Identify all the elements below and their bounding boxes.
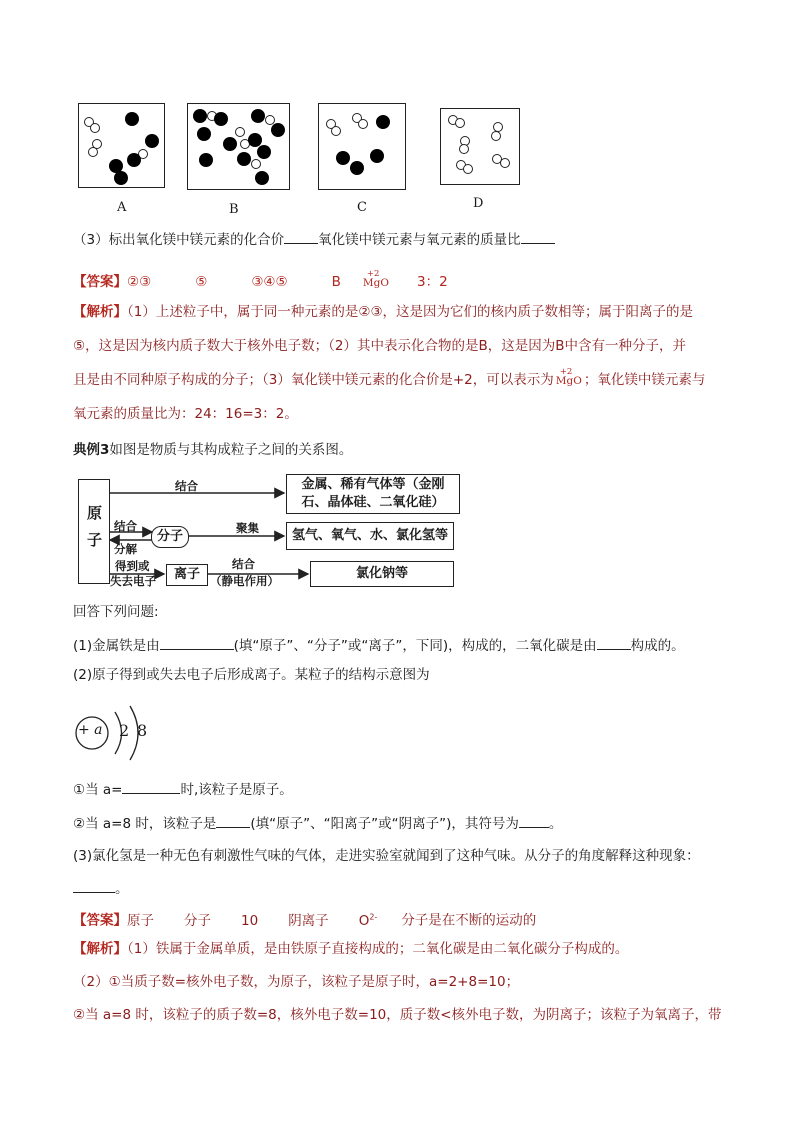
shell-2-electrons: 8 bbox=[137, 721, 148, 740]
question-2-line: (2)原子得到或失去电子后形成离子。某粒子的结构示意图为 bbox=[73, 667, 430, 683]
flowchart-static-force: （静电作用） bbox=[210, 574, 279, 588]
answer-blank bbox=[122, 779, 180, 794]
analysis-1-line-1: 【解析】（1）上述粒子中，属于同一种元素的是②③，这是因为它们的核内质子数相等；属于阳离子的是 bbox=[73, 304, 694, 320]
analysis-2-line-3: ②当 a=8 时，该粒子的质子数=8，核外电子数=10，质子数<核外电子数，为阴离子；该粒子为氧离子，带 bbox=[73, 1007, 722, 1023]
analysis-tag: 【解析】 bbox=[73, 304, 127, 320]
answer-blank bbox=[521, 229, 555, 244]
analysis-1-line-3: 且是由不同种原子构成的分子；（3）氧化镁中镁元素的化合价是+2，可以表示为 +2 MgO ；氧化镁中镁元素与 bbox=[73, 370, 705, 391]
particle-label-d: D bbox=[473, 196, 484, 211]
analysis-1-line-2: ⑤，这是因为核内质子数大于核外电子数；（2）其中表示化合物的是B，这是因为B中含有一种分子，并 bbox=[73, 338, 686, 354]
answer-blank bbox=[216, 813, 250, 828]
particle-box-c bbox=[318, 103, 406, 190]
answer-1-line: 【答案】②③ ⑤ ③④⑤ B +2 MgO 3：2 bbox=[73, 272, 448, 293]
answer-blank bbox=[160, 635, 234, 650]
particle-label-a: A bbox=[117, 200, 127, 215]
analysis-tag: 【解析】 bbox=[73, 941, 127, 957]
answer-blank bbox=[73, 878, 115, 893]
particle-box-c-drawing bbox=[319, 104, 405, 189]
particle-box-d bbox=[440, 108, 520, 185]
particle-box-d-drawing bbox=[441, 109, 519, 184]
particle-box-a-drawing bbox=[79, 104, 164, 187]
flowchart-box-ions: 氯化钠等 bbox=[310, 561, 454, 587]
flowchart-gain-lose-2: 失去电子 bbox=[110, 574, 156, 588]
flowchart-box-atoms: 金属、稀有气体等（金刚石、晶体硅、二氧化硅） bbox=[286, 474, 460, 514]
particle-label-c: C bbox=[357, 200, 367, 215]
question-3-line: （3）标出氧化镁中镁元素的化合价 氧化镁中镁元素与氧元素的质量比 bbox=[73, 229, 555, 250]
particle-box-b-drawing bbox=[188, 104, 289, 189]
answer-blank bbox=[519, 813, 549, 828]
questions-intro: 回答下列问题: bbox=[73, 604, 159, 620]
answer-tag: 【答案】 bbox=[73, 912, 127, 929]
nucleus-charge: + a bbox=[78, 722, 103, 738]
answer-2-line: 【答案】原子 分子 10 阴离子 $O^{2-}$ 分子是在不断的运动的 bbox=[73, 912, 537, 929]
flowchart-box-molecules: 氢气、氧气、水、氯化氢等 bbox=[286, 522, 454, 550]
flowchart-molecule-box: 分子 bbox=[151, 526, 189, 548]
shell-1-electrons: 2 bbox=[119, 721, 130, 740]
question-3b-line: (3)氯化氢是一种无色有刺激性气味的气体，走进实验室就闻到了这种气味。从分子的角度解释这种现象： bbox=[73, 848, 700, 864]
oxide-ion-symbol: $O^{2-}$ bbox=[358, 912, 378, 929]
answer-tag: 【答案】 bbox=[73, 274, 127, 290]
flowchart-combine-2: 结合 bbox=[114, 519, 137, 533]
question-2-1-line: ①当 a= 时,该粒子是原子。 bbox=[73, 779, 293, 800]
mgo-valence-formula: +2 MgO bbox=[362, 269, 389, 289]
flowchart-gain-lose-1: 得到或 bbox=[115, 559, 150, 573]
particle-box-b bbox=[187, 103, 290, 190]
analysis-2-line-2: （2）①当质子数=核外电子数，为原子，该粒子是原子时，a=2+8=10； bbox=[73, 974, 520, 990]
question-1-line: (1)金属铁是由 (填“原子”、“分子”或“离子”，下同)，构成的，二氧化碳是由 构成的。 bbox=[73, 635, 685, 656]
particle-box-a bbox=[78, 103, 165, 188]
answer-blank bbox=[597, 635, 631, 650]
question-2-2-line: ②当 a=8 时，该粒子是 (填“原子”、“阳离子”或“阴离子”)，其符号为 。 bbox=[73, 813, 562, 834]
particle-label-b: B bbox=[229, 202, 239, 217]
flowchart-decompose: 分解 bbox=[114, 542, 137, 556]
analysis-2-line-1: 【解析】（1）铁属于金属单质，是由铁原子直接构成的；二氧化碳是由二氧化碳分子构成的。 bbox=[73, 941, 629, 957]
flowchart-combine-1: 结合 bbox=[175, 479, 198, 493]
analysis-1-line-4: 氧元素的质量比为：24：16=3：2。 bbox=[73, 406, 298, 422]
question-3b-blank-line: 。 bbox=[73, 878, 129, 899]
flowchart-combine-3: 结合 bbox=[232, 557, 255, 571]
answer-blank bbox=[284, 229, 318, 244]
example-3-heading: 典例3如图是物质与其构成粒子之间的关系图。 bbox=[73, 442, 353, 458]
flowchart-ion-box: 离子 bbox=[166, 564, 208, 586]
flowchart-atom-box: 原子 bbox=[78, 479, 110, 584]
mgo-valence-formula: +2 MgO bbox=[555, 367, 582, 387]
flowchart-gather: 聚集 bbox=[236, 521, 259, 535]
